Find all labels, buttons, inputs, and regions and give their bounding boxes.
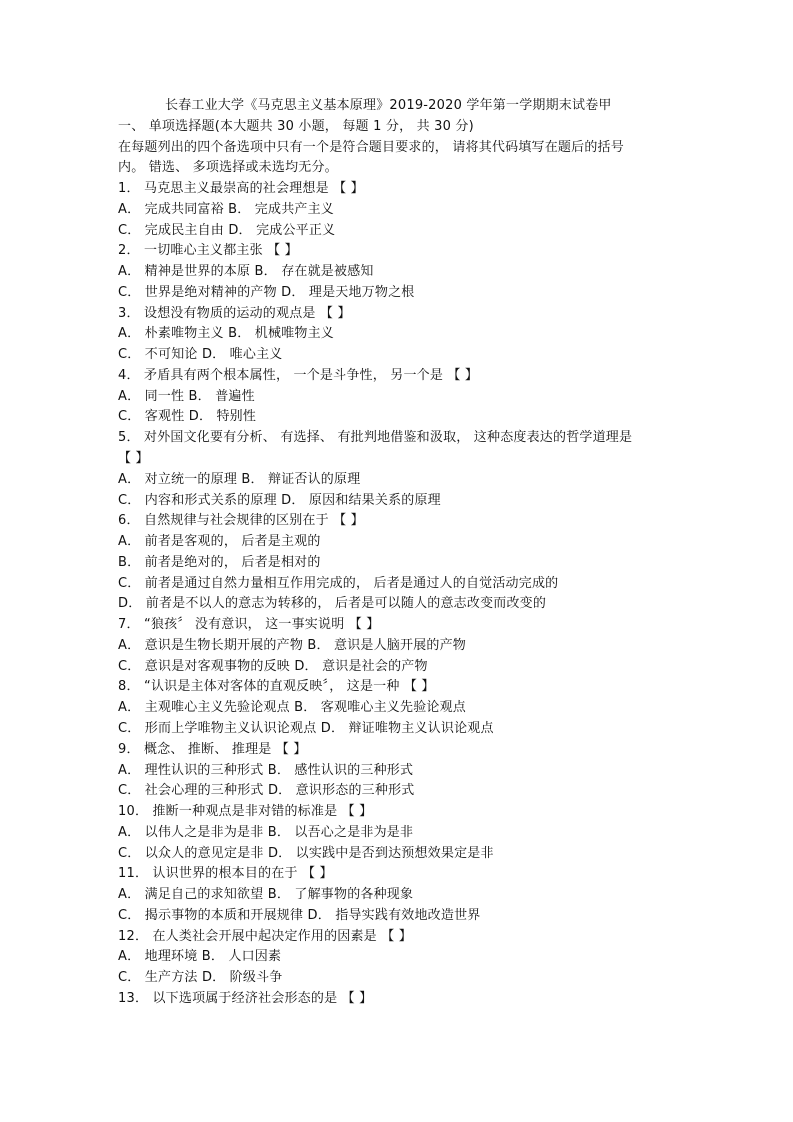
document-line: 13． 以下选项属于经济社会形态的是 【 】 xyxy=(118,990,373,1006)
document-title: 长春工业大学《马克思主义基本原理》2019-2020 学年第一学期期末试卷甲 xyxy=(165,98,612,113)
document-line: C． 前者是通过自然力量相互作用完成的， 后者是通过人的自觉活动完成的 xyxy=(118,575,559,591)
document-line: A． 对立统一的原理 B． 辩证否认的原理 xyxy=(118,471,361,487)
document-line: 3． 设想没有物质的运动的观点是 【 】 xyxy=(118,305,351,321)
document-line: A． 理性认识的三种形式 B． 感性认识的三种形式 xyxy=(118,762,414,778)
document-line: 在每题列出的四个备选项中只有一个是符合题目要求的， 请将其代码填写在题后的括号 xyxy=(118,139,624,155)
document-line: 一、 单项选择题(本大题共 30 小题， 每题 1 分， 共 30 分) xyxy=(118,118,474,134)
document-line: C． 意识是对客观事物的反映 D． 意识是社会的产物 xyxy=(118,658,428,674)
document-line: A． 主观唯心主义先验论观点 B． 客观唯心主义先验论观点 xyxy=(118,700,467,716)
document-line: C． 形而上学唯物主义认识论观点 D． 辩证唯物主义认识论观点 xyxy=(118,720,494,736)
document-line: 8． “认识是主体对客体的直观反映〞， 这是一种 【 】 xyxy=(118,679,435,695)
document-line: 【 】 xyxy=(118,451,149,467)
document-line: C． 社会心理的三种形式 D． 意识形态的三种形式 xyxy=(118,783,415,799)
document-line: A． 精神是世界的本原 B． 存在就是被感知 xyxy=(118,264,374,280)
document-line: 2． 一切唯心主义都主张 【 】 xyxy=(118,243,298,259)
document-line: A． 满足自己的求知欲望 B． 了解事物的各种现象 xyxy=(118,887,414,903)
document-line: 12． 在人类社会开展中起决定作用的因素是 【 】 xyxy=(118,928,412,944)
document-line: 6． 自然规律与社会规律的区别在于 【 】 xyxy=(118,513,364,529)
document-line: D． 前者是不以人的意志为转移的， 后者是可以随人的意志改变而改变的 xyxy=(118,596,547,612)
document-line: C． 内容和形式关系的原理 D． 原因和结果关系的原理 xyxy=(118,492,441,508)
document-line: 10． 推断一种观点是非对错的标准是 【 】 xyxy=(118,804,373,820)
document-line: A． 前者是客观的， 后者是主观的 xyxy=(118,534,321,550)
document-line: C． 客观性 D． 特别性 xyxy=(118,409,257,425)
document-line: 内。 错选、 多项选择或未选均无分。 xyxy=(118,160,338,176)
document-line: A． 意识是生物长期开展的产物 B． 意识是人脑开展的产物 xyxy=(118,637,467,653)
document-line: A． 地理环境 B． 人口因素 xyxy=(118,949,282,965)
document-line: C． 不可知论 D． 唯心主义 xyxy=(118,347,283,363)
document-body xyxy=(118,117,688,1010)
document-line: C． 揭示事物的本质和开展规律 D． 指导实践有效地改造世界 xyxy=(118,907,481,923)
document-line: C． 生产方法 D． 阶级斗争 xyxy=(118,970,283,986)
document-line: 7． “狼孩〞 没有意识， 这一事实说明 【 】 xyxy=(118,617,380,633)
document-line: B． 前者是绝对的， 后者是相对的 xyxy=(118,554,321,570)
document-page xyxy=(118,96,688,1010)
document-line: 9． 概念、 推断、 推理是 【 】 xyxy=(118,741,307,757)
document-line: C． 完成民主自由 D． 完成公平正义 xyxy=(118,222,336,238)
document-line: A． 朴素唯物主义 B． 机械唯物主义 xyxy=(118,326,335,342)
document-line: 4． 矛盾具有两个根本属性， 一个是斗争性， 另一个是 【 】 xyxy=(118,367,479,383)
document-line: 5． 对外国文化要有分析、 有选择、 有批判地借鉴和汲取， 这种态度表达的哲学道理是 xyxy=(118,430,633,446)
document-line: C． 以众人的意见定是非 D． 以实践中是否到达预想效果定是非 xyxy=(118,845,494,861)
document-line: A． 完成共同富裕 B． 完成共产主义 xyxy=(118,201,335,217)
document-line: C． 世界是绝对精神的产物 D． 理是天地万物之根 xyxy=(118,284,415,300)
document-line: A． 以伟人之是非为是非 B． 以吾心之是非为是非 xyxy=(118,824,414,840)
document-line: A． 同一性 B． 普遍性 xyxy=(118,388,255,404)
document-line: 11． 认识世界的根本目的在于 【 】 xyxy=(118,866,333,882)
document-line: 1． 马克思主义最崇高的社会理想是 【 】 xyxy=(118,181,364,197)
